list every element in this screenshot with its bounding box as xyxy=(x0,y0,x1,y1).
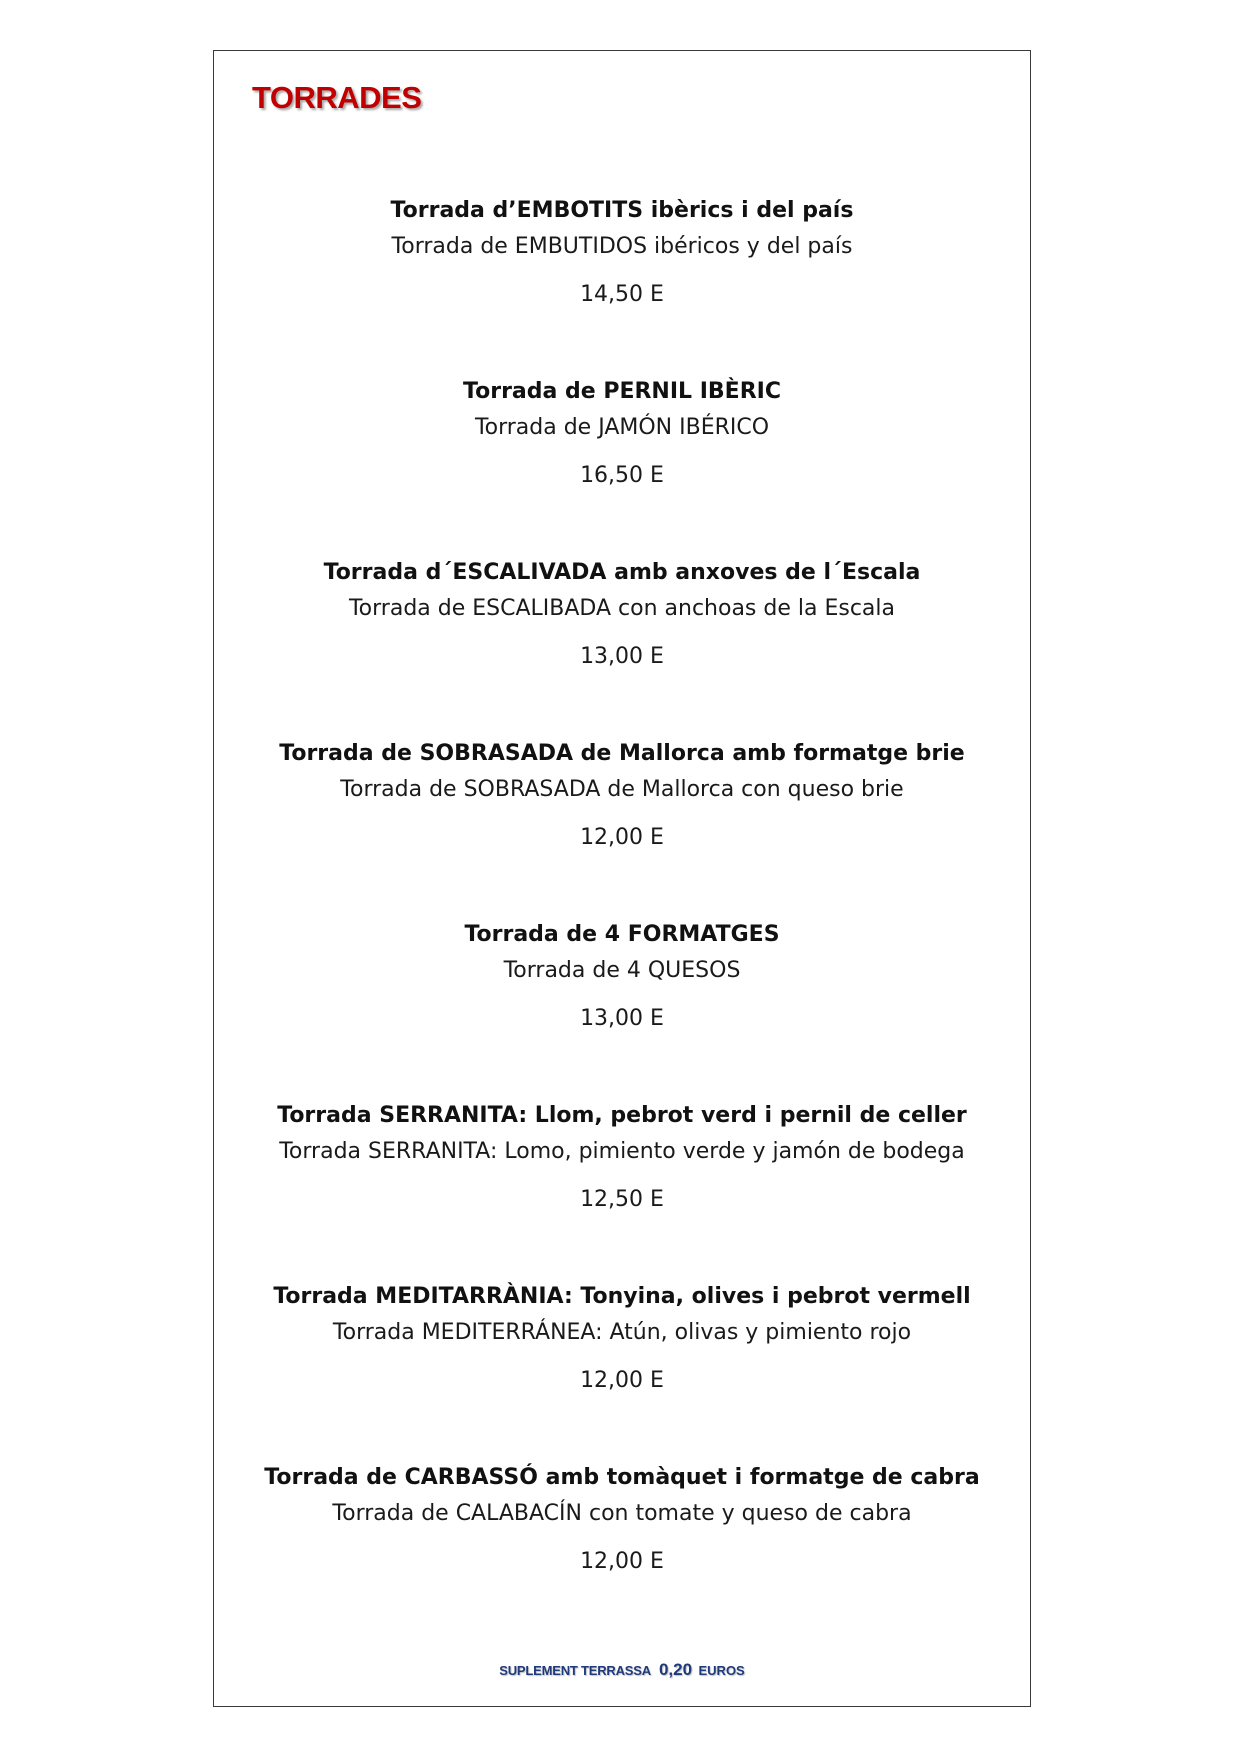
item-name-spanish: Torrada de 4 QUESOS xyxy=(503,958,741,983)
item-name-spanish: Torrada SERRANITA: Lomo, pimiento verde y jamón de bodega xyxy=(279,1139,965,1164)
item-name-catalan: Torrada de CARBASSÓ amb tomàquet i formatge de cabra xyxy=(264,1465,980,1490)
item-price: 13,00 E xyxy=(580,1006,664,1031)
item-name-spanish: Torrada de ESCALIBADA con anchoas de la Escala xyxy=(348,596,895,621)
item-name-spanish: Torrada de EMBUTIDOS ibéricos y del país xyxy=(391,234,853,259)
supplement-label: SUPLEMENT TERRASSA xyxy=(499,1663,651,1678)
supplement-amount: 0,20 xyxy=(658,1660,693,1679)
item-name-catalan: Torrada de SOBRASADA de Mallorca amb formatge brie xyxy=(279,741,965,766)
item-price: 16,50 E xyxy=(580,463,664,488)
item-name-spanish: Torrada MEDITERRÁNEA: Atún, olivas y pimiento rojo xyxy=(332,1320,912,1345)
section-title: TORRADES xyxy=(252,80,422,115)
item-name-catalan: Torrada de PERNIL IBÈRIC xyxy=(463,379,781,404)
item-price: 12,00 E xyxy=(580,1549,664,1574)
item-name-catalan: Torrada d´ESCALIVADA amb anxoves de l´Escala xyxy=(323,560,921,585)
item-name-catalan: Torrada SERRANITA: Llom, pebrot verd i pernil de celler xyxy=(277,1103,967,1128)
menu-items xyxy=(213,193,1031,1641)
item-name-spanish: Torrada de JAMÓN IBÉRICO xyxy=(474,415,770,440)
terrace-supplement xyxy=(213,1660,1031,1680)
menu-item xyxy=(213,193,1031,374)
menu-item xyxy=(213,1279,1031,1460)
item-name-catalan: Torrada MEDITARRÀNIA: Tonyina, olives i pebrot vermell xyxy=(273,1284,971,1309)
item-name-spanish: Torrada de CALABACÍN con tomate y queso de cabra xyxy=(332,1501,912,1526)
item-price: 12,00 E xyxy=(580,825,664,850)
menu-item xyxy=(213,1098,1031,1279)
item-price: 13,00 E xyxy=(580,644,664,669)
item-price: 12,00 E xyxy=(580,1368,664,1393)
menu-item xyxy=(213,917,1031,1098)
menu-item xyxy=(213,555,1031,736)
item-price: 12,50 E xyxy=(580,1187,664,1212)
menu-item xyxy=(213,374,1031,555)
menu-item xyxy=(213,736,1031,917)
item-name-spanish: Torrada de SOBRASADA de Mallorca con queso brie xyxy=(340,777,904,802)
item-name-catalan: Torrada d’EMBOTITS ibèrics i del país xyxy=(390,198,854,223)
supplement-unit: EUROS xyxy=(698,1663,745,1678)
item-name-catalan: Torrada de 4 FORMATGES xyxy=(464,922,780,947)
menu-item xyxy=(213,1460,1031,1641)
item-price: 14,50 E xyxy=(580,282,664,307)
